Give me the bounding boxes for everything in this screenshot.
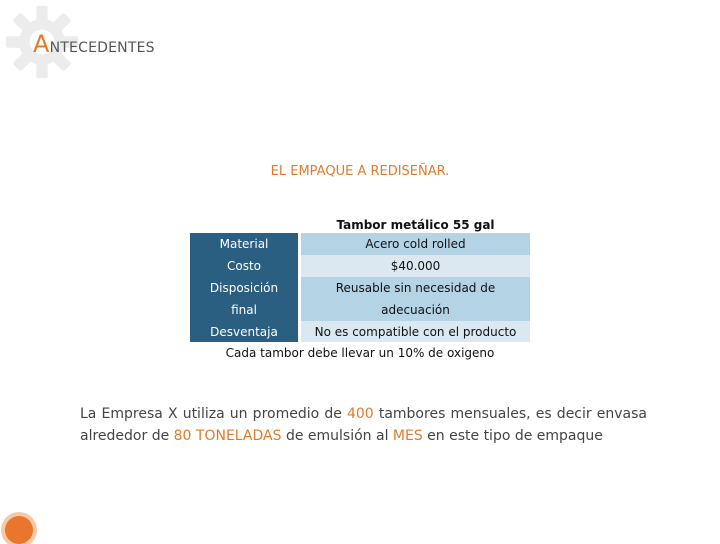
paragraph-text: La Empresa X utiliza un promedio de [80, 406, 347, 422]
page-title-rest: NTECEDENTES [49, 40, 155, 56]
paragraph-text: tambores mensuales, es decir envasa alrededor de [80, 406, 648, 444]
table-header-row [190, 213, 530, 233]
highlight-period: MES [392, 428, 423, 444]
paragraph-text: en este tipo de empaque [422, 428, 603, 444]
row-label-disposicion-line1: Disposición [209, 281, 279, 295]
row-value-disposicion-line2: adecuación [381, 303, 450, 317]
spec-table [190, 213, 530, 364]
page-title [33, 30, 155, 58]
table-row [190, 255, 530, 277]
section-subtitle: EL EMPAQUE A REDISEÑAR. [270, 164, 450, 179]
row-value-material: Acero cold rolled [301, 233, 530, 255]
paragraph-text: de emulsión al [281, 428, 393, 444]
row-label-disposicion-line2: final [231, 303, 257, 317]
table-row [190, 277, 530, 321]
page-title-initial: A [33, 30, 50, 58]
row-label-desventaja: Desventaja [190, 321, 298, 343]
row-value-disposicion-line1: Reusable sin necesidad de [335, 281, 496, 295]
row-label-disposicion [190, 277, 298, 321]
table-header: Tambor metálico 55 gal [336, 218, 495, 232]
highlight-tonnage: 80 TONELADAS [173, 428, 282, 444]
table-row [190, 233, 530, 255]
summary-paragraph [80, 403, 647, 447]
table-row [190, 321, 530, 343]
row-label-costo: Costo [190, 255, 298, 277]
highlight-quantity: 400 [346, 406, 374, 422]
row-label-material: Material [190, 233, 298, 255]
table-header-spacer [190, 213, 298, 233]
row-value-disposicion [301, 277, 530, 321]
table-note: Cada tambor debe llevar un 10% de oxigeno [190, 342, 530, 364]
table-note-row [190, 342, 530, 364]
row-value-costo: $40.000 [301, 255, 530, 277]
row-value-desventaja: No es compatible con el producto [301, 321, 530, 343]
